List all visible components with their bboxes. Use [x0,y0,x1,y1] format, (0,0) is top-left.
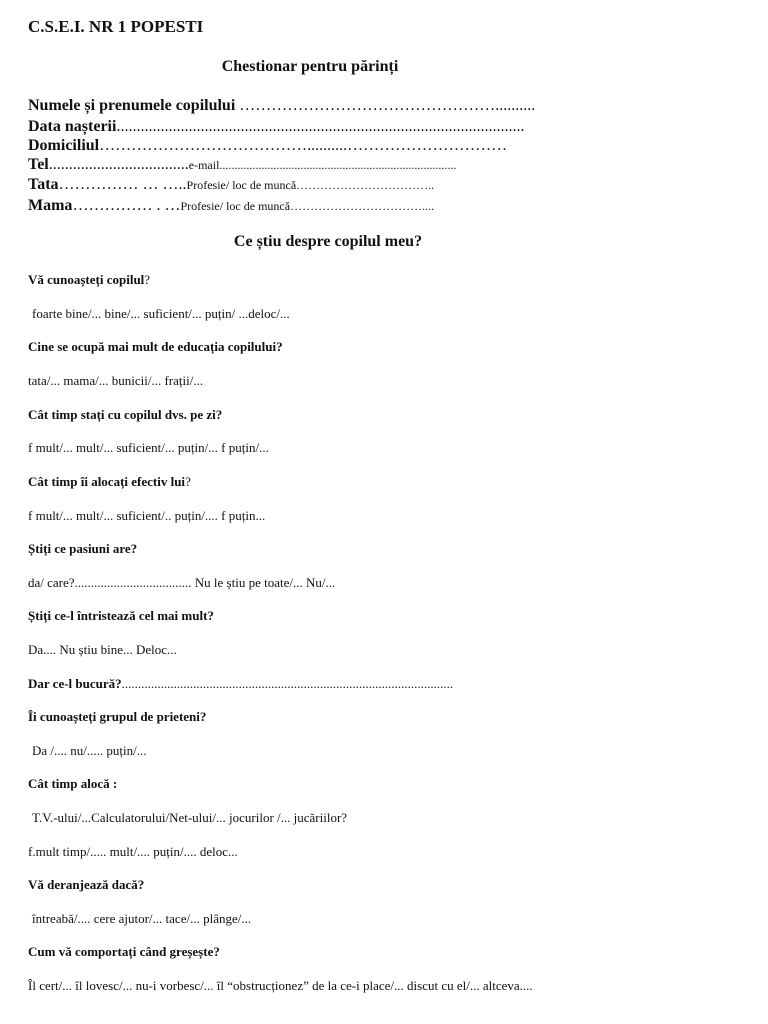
answer-options-6[interactable]: Da.... Nu știu bine... Deloc... [28,642,177,657]
answer-options-3[interactable]: f mult/... mult/... suficient/... puțin/... f puțin/... [28,440,269,455]
father-label: Tata [28,176,59,193]
question-2: Cine se ocupă mai mult de educația copilului? [28,339,283,354]
email-blank[interactable]: ............................................................................... [219,158,457,172]
birth-date-label: Data nașterii [28,118,117,135]
questionnaire-title: Chestionar pentru părinți [221,58,399,75]
phone-field [28,155,456,175]
question-9: Cât timp alocă : [28,776,118,791]
answer-options-4[interactable]: f mult/... mult/... suficient/.. puțin/.... f puțin... [28,508,266,523]
child-name-field [28,96,535,116]
question-5: Știți ce pasiuni are? [28,541,138,556]
father-field [28,175,434,195]
question-4: Cât timp îi alocați efectiv lui? [28,474,191,489]
question-3: Cât timp stați cu copilul dvs. pe zi? [28,407,223,422]
phone-label: Tel [28,156,49,173]
answer-options-9b[interactable]: f.mult timp/..... mult/.... puțin/.... deloc... [28,844,238,859]
father-blank[interactable]: …………… … ….. [58,176,187,193]
child-name-label: Numele și prenumele copilului [28,97,236,114]
answer-options-1[interactable]: foarte bine/... bine/... suficient/... puțin/ ...deloc/... [32,306,290,321]
question-11: Cum vă comportați când greșește? [28,944,220,959]
question-8: Îi cunoașteți grupul de prieteni? [28,709,207,724]
question-6: Știți ce-l întristează cel mai mult? [28,608,214,623]
child-name-blank[interactable]: ………………………………………….......... [235,97,536,114]
answer-options-2[interactable]: tata/... mama/... bunicii/... frații/... [28,373,204,388]
mother-field [28,196,434,216]
address-field [28,136,507,156]
mother-job-blank[interactable]: …………………………….... [290,199,435,213]
answer-options-8[interactable]: Da /.... nu/..... puțin/... [32,743,147,758]
birth-date-field [28,117,524,137]
school-name: C.S.E.I. NR 1 POPESTI [28,17,204,36]
answer-options-10[interactable]: întreabă/.... cere ajutor/... tace/... plânge/... [32,911,252,926]
answer-blank-7[interactable]: ...................................................................................................... [121,676,454,691]
mother-job-label: Profesie/ loc de muncă [180,199,291,213]
question-1: Vă cunoașteți copilul? [28,272,151,287]
birth-date-blank[interactable]: ...................................................................................................... [116,118,525,135]
question-10: Vă deranjează dacă? [28,877,145,892]
phone-blank[interactable]: ................................... [48,156,189,173]
mother-label: Mama [28,197,73,214]
answer-options-11[interactable]: Îl cert/... îl lovesc/... nu-i vorbesc/... îl “obstrucționez” de la ce-i place/... discut cu el/... altceva.... [28,978,533,993]
answer-options-9[interactable]: T.V.-ului/...Calculatorului/Net-ului/... jocurilor /... jucăriilor? [32,810,348,825]
mother-blank[interactable]: …………… . … [72,197,181,214]
address-blank[interactable]: …………………………………..........………………………… [99,137,508,154]
address-label: Domiciliul [28,137,100,154]
question-7: Dar ce-l bucură?...................................................................................................... [28,676,454,691]
father-job-blank[interactable]: …………………………….. [296,178,435,192]
section-title: Ce știu despre copilul meu? [233,233,423,250]
email-label: e-mail [188,158,220,172]
answer-options-5[interactable]: da/ care?.................................... Nu le știu pe toate/... Nu/... [28,575,336,590]
father-job-label: Profesie/ loc de muncă [186,178,297,192]
